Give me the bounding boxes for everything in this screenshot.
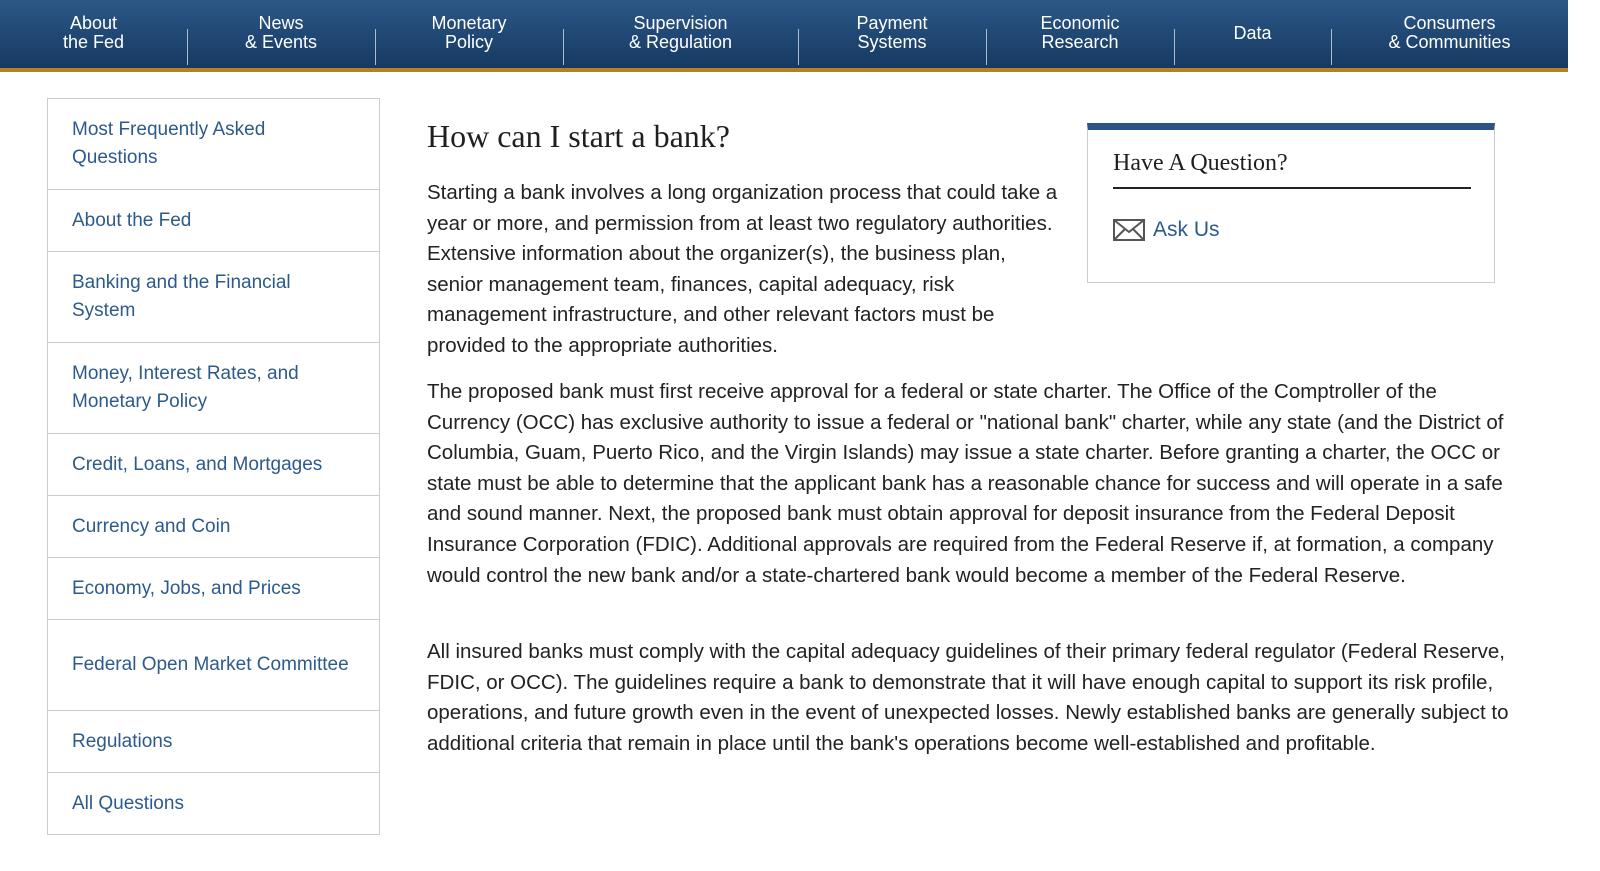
nav-consumers-communities[interactable]: Consumers & Communities (1331, 0, 1568, 68)
nav-data[interactable]: Data (1174, 0, 1331, 68)
ask-us-link[interactable] (1113, 218, 1220, 242)
sidebar-item-currency-coin[interactable] (48, 496, 379, 558)
answer-paragraph-1: Starting a bank involves a long organization process that could take a year or more, and permission from at least two regulatory authorities. Extensive information about the organizer(s), the business plan, senior management team, finances, capital adequacy, risk management infrastructure, and other relevant factors must be provided to the appropriate authorities. (427, 181, 1058, 357)
nav-economic-research[interactable]: Economic Research (986, 0, 1174, 68)
sidebar-item-label: Currency and Coin (72, 515, 231, 537)
nav-news-events[interactable]: News & Events (187, 0, 375, 68)
ask-us-label: Ask Us (1153, 218, 1220, 241)
sidebar-item-label: Most Frequently Asked Questions (72, 119, 266, 168)
answer-paragraph-3: All insured banks must comply with the capital adequacy guidelines of their primary federal regulator (Federal Reserve, FDIC, or OCC). The guidelines require a bank to demonstrate that it will have enough capital to support its risk profile, operations, and future growth even in the event of unexpected losses. Newly established banks are generally subject to additional criteria that remain in place until the bank's operations become well-established and profitable. (427, 640, 1509, 755)
nav-payment-systems[interactable]: Payment Systems (798, 0, 986, 68)
sidebar-item-label: Money, Interest Rates, and Monetary Policy (72, 363, 299, 412)
sidebar-item-label: Economy, Jobs, and Prices (72, 577, 301, 599)
sidebar-item-about-the-fed[interactable] (48, 190, 379, 252)
nav-supervision-regulation[interactable]: Supervision & Regulation (563, 0, 798, 68)
nav-monetary-policy[interactable]: Monetary Policy (375, 0, 563, 68)
sidebar-item-money-interest-rates[interactable] (48, 343, 379, 434)
page-scrollbar[interactable] (1568, 0, 1600, 871)
sidebar-item-most-frequently-asked[interactable] (48, 99, 379, 190)
sidebar-item-label: All Questions (72, 792, 184, 814)
top-navigation (0, 0, 1568, 72)
sidebar-item-label: Regulations (72, 730, 173, 752)
sidebar-item-label: About the Fed (72, 209, 192, 231)
sidebar-item-banking-financial-system[interactable] (48, 252, 379, 343)
sidebar-item-label: Banking and the Financial System (72, 272, 291, 321)
have-a-question-box (1087, 123, 1495, 283)
sidebar-item-label: Federal Open Market Committee (72, 654, 349, 675)
sidebar-item-all-questions[interactable] (48, 773, 379, 835)
sidebar-item-regulations[interactable] (48, 711, 379, 773)
nav-about-the-fed[interactable]: About the Fed (62, 13, 125, 52)
sidebar-item-economy-jobs-prices[interactable] (48, 558, 379, 620)
sidebar-item-credit-loans-mortgages[interactable] (48, 434, 379, 496)
sidebar-item-label: Credit, Loans, and Mortgages (72, 453, 323, 475)
sidebar-item-fomc[interactable] (48, 620, 379, 711)
sidebar-navigation (47, 98, 380, 835)
question-box-title: Have A Question? (1113, 150, 1471, 189)
page-title: How can I start a bank? (427, 118, 730, 154)
mail-icon (1113, 219, 1145, 241)
answer-paragraph-2: The proposed bank must first receive approval for a federal or state charter. The Office of the Comptroller of the Currency (OCC) has exclusive authority to issue a federal or "national bank" charter, while any state (and the District of Columbia, Guam, Puerto Rico, and the Virgin Islands) may issue a state charter. Before granting a charter, the OCC or state must be able to determine that the applicant bank has a reasonable chance for success and will operate in a safe and sound manner. Next, the proposed bank must obtain approval for deposit insurance from the Federal Deposit Insurance Corporation (FDIC). Additional approvals are required from the Federal Reserve if, at formation, a company would control the new bank and/or a state-chartered bank would become a member of the Federal Reserve. (427, 380, 1504, 587)
